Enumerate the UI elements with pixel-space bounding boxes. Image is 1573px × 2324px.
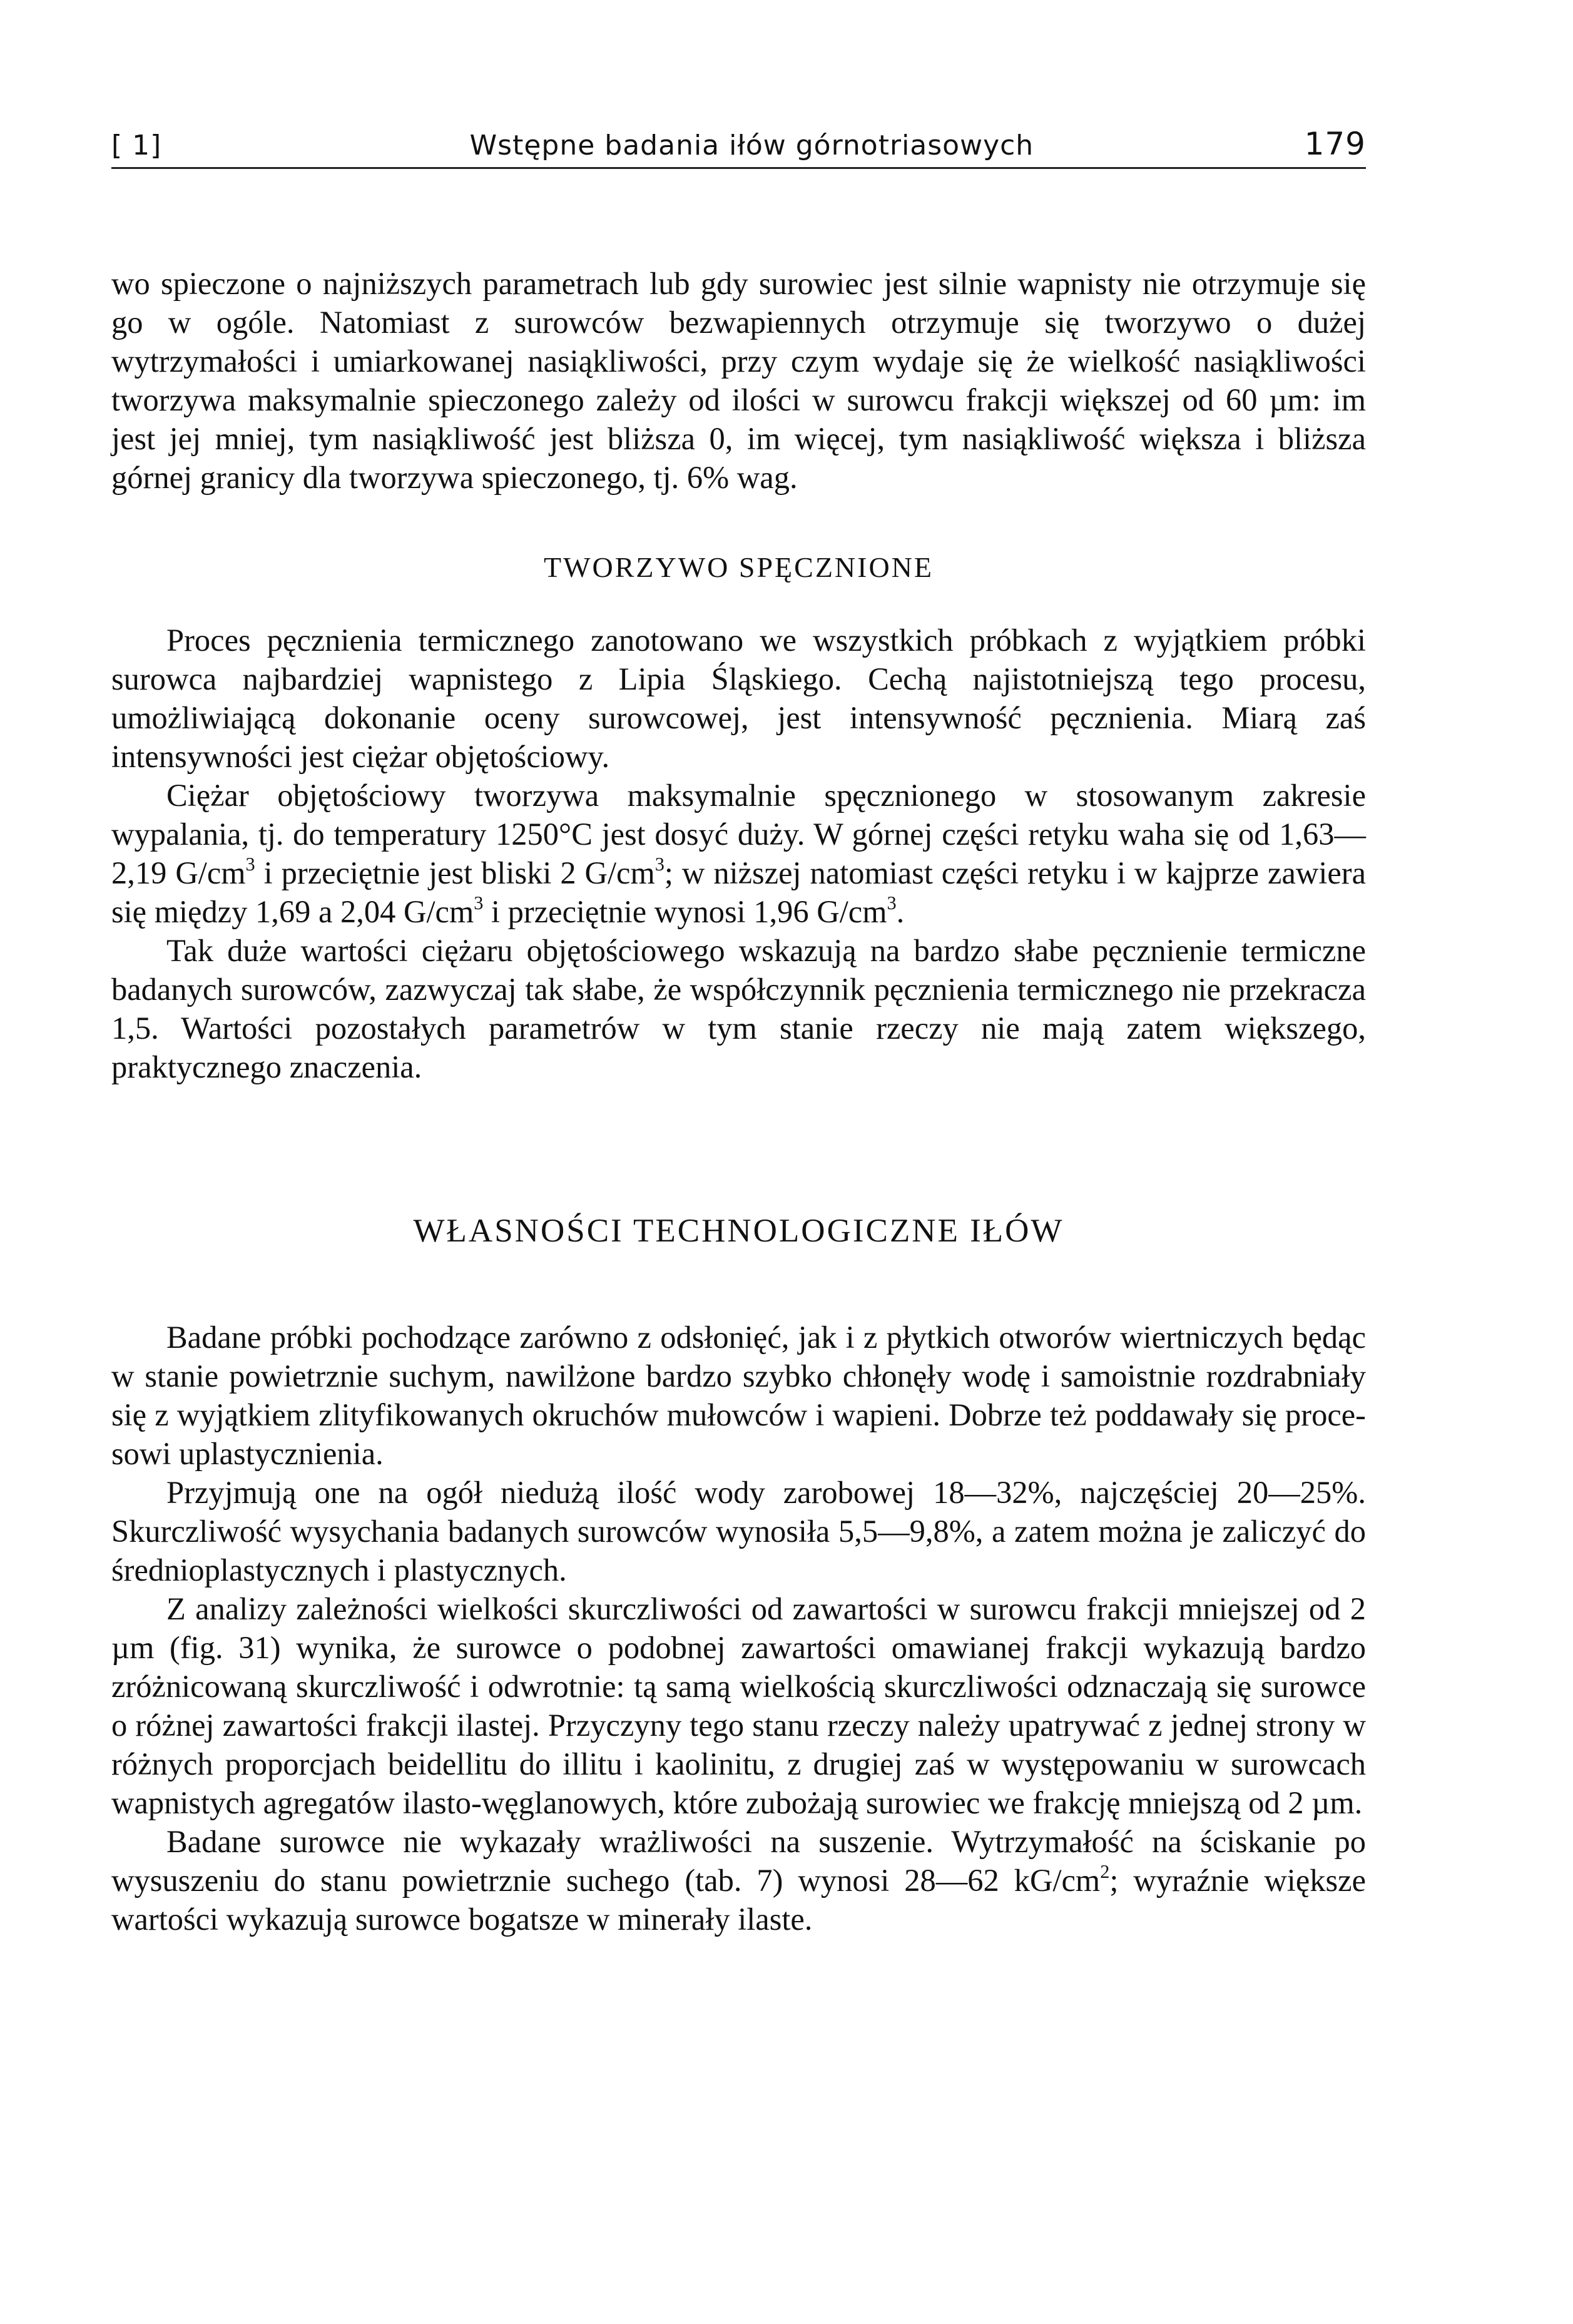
running-title: Wstępne badania iłów górnotriasowych <box>469 130 1034 161</box>
section-heading-technological: WŁASNOŚCI TECHNOLOGICZNE IŁÓW <box>413 1213 1064 1249</box>
document-page <box>111 128 1366 1939</box>
text-block-technological <box>111 1318 1366 1939</box>
paragraph-swelling-process: Proces pęcznienia termicznego zanotowano we wszystkich próbkach z wyjątkiem próbki surowca najbardziej wapnistego z Lipia Śląskiego. Cechą najistotniejszą tego procesu, umożliwiającą dokonanie oceny surowcowej, jest intensywność pęcznienia. Miarą zaś intensywności jest ciężar objętościowy. <box>111 623 1366 774</box>
paragraph-water-content: Przyjmują one na ogół niedużą ilość wody zarobowej 18—32%, najczęściej 20—25%. Skurczliwość wysychania badanych surowców wynosiła 5,5—9,8%, a zatem można je zaliczyć do średnioplastycznych i plastycznych. <box>111 1475 1366 1588</box>
superscript: 2 <box>1100 1860 1110 1882</box>
text-run: Ciężar objętościowy tworzywa maksymalnie spęcznionego w stosowanym zakresie wypalania, tj. do temperatury 1250°C jest dosyć duży. W górnej części retyku waha się od 1,63—2,19 G/cm <box>111 778 1366 890</box>
superscript: 3 <box>654 853 664 875</box>
text-run: i przeciętnie wynosi 1,96 G/cm <box>483 894 887 929</box>
superscript: 3 <box>887 892 897 914</box>
text-block-swollen <box>111 621 1366 1086</box>
text-run: i przeciętnie jest bliski 2 G/cm <box>255 855 655 890</box>
paragraph-drying-strength <box>111 1822 1366 1939</box>
section-number: [ 1] <box>111 130 162 161</box>
paragraph-bulk-density <box>111 776 1366 931</box>
paragraph-sintered-continuation: wo spieczone o najniższych parametrach lub gdy surowiec jest silnie wapnisty nie otrzymuje się go w ogóle. Natomiast z surowców bezwapiennych otrzymuje się tworzywo o dużej wytrzymałości i umiarkowanej nasiąkliwości, przy czym wydaje się że wielkość nasiąkliwości tworzywa maksymalnie spieczonego zależy od ilości w surowcu frakcji większej od 60 µm: im jest jej mniej, tym nasiąkliwość jest bliższa 0, im więcej, tym nasiąkliwość większa i bliższa górnej granicy dla tworzywa spieczonego, tj. 6% wag. <box>111 266 1366 495</box>
running-header <box>111 128 1366 169</box>
superscript: 3 <box>474 892 484 914</box>
paragraph-weak-swelling: Tak duże wartości ciężaru objętościowego wskazują na bardzo słabe pęcznienie termiczne badanych surowców, zazwyczaj tak słabe, że współczynnik pęcznienia termicznego nie przekracza 1,5. Wartości pozostałych parametrów w tym stanie rzeczy nie mają zatem większego, praktycznego znaczenia. <box>111 933 1366 1084</box>
page-number: 179 <box>1304 126 1366 162</box>
paragraph-samples: Badane próbki pochodzące zarówno z odsłonięć, jak i z płytkich otworów wiertniczych będąc w stanie powietrznie suchym, nawilżone bardzo szybko chłonęły wodę i samoistnie rozdrabniały się z wyjątkiem zlityfikowanych okruchów mułowców i wapieni. Dobrze też poddawały się procesowi uplastycznienia. <box>111 1320 1366 1471</box>
paragraph-shrinkage-analysis: Z analizy zależności wielkości skurczliwości od zawartości w surowcu frakcji mniejszej od 2 µm (fig. 31) wynika, że surowce o podobnej zawartości omawianej frakcji wykazują bardzo zróżnicowaną skurczliwość i odwrotnie: tą samą wielkością skurczliwości odznaczają się surowce o różnej zawartości frakcji ilastej. Przyczyny tego stanu rzeczy należy upatrywać z jednej strony w różnych proporcjach beidellitu do illitu i kaolinitu, z drugiej zaś w występowaniu w surowcach wapnistych agregatów ilasto-węglanowych, które zubożają surowiec we frakcję mniejszą od 2 µm. <box>111 1591 1366 1820</box>
superscript: 3 <box>245 853 255 875</box>
text-run: . <box>896 894 905 929</box>
text-run: Badane surowce nie wykazały wrażliwości na suszenie. Wytrzymałość na ściskanie po wysuszeniu do stanu powietrznie suchego (tab. 7) wynosi 28—62 kG/cm <box>111 1824 1366 1898</box>
text-run: ; wyraźnie większe wartości wykazują surowce bogatsze w minerały ilaste. <box>111 1863 1366 1937</box>
section-heading-swollen: TWORZYWO SPĘCZNIONE <box>544 551 934 583</box>
text-run: ; w niższej natomiast części retyku i w kajprze zawiera się między 1,69 a 2,04 G/cm <box>111 855 1367 929</box>
text-block-sintered <box>111 264 1366 497</box>
